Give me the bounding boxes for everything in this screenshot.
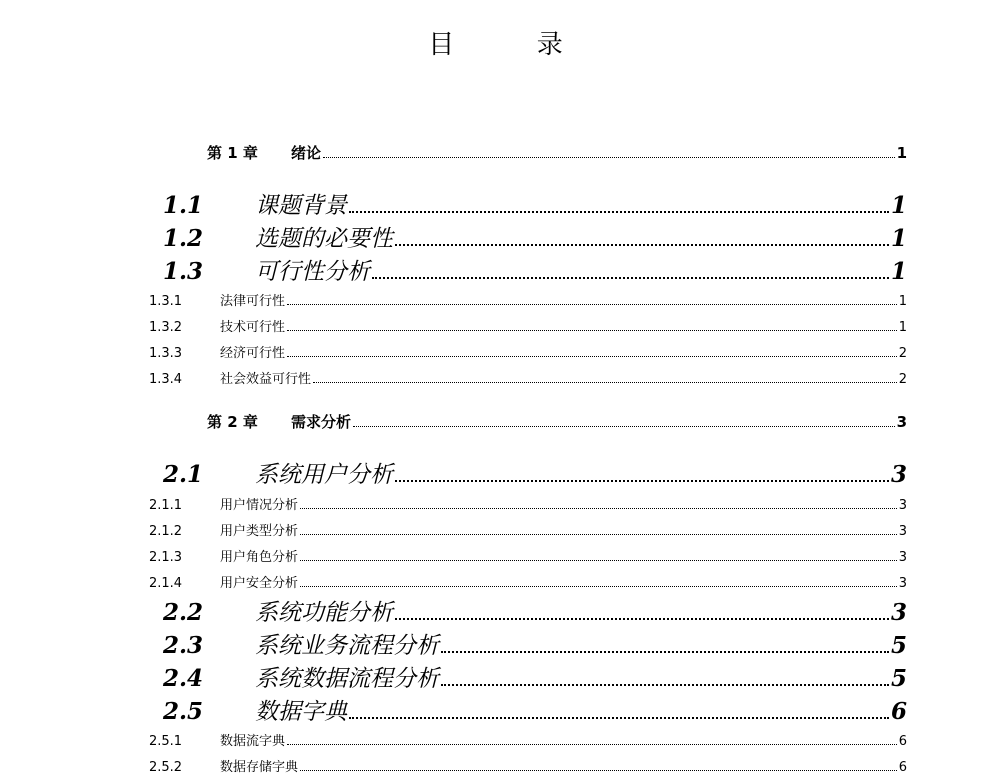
toc-entry-number: 2.1.2 <box>149 524 183 539</box>
toc-entry-page: 6 <box>898 760 907 775</box>
dot-leader <box>395 244 889 246</box>
toc-entry-sub-2-1-4[interactable] <box>149 572 907 591</box>
toc-entry-number: 2.1.3 <box>149 550 183 565</box>
dot-leader <box>300 560 897 561</box>
toc-entry-sub-2-1-3[interactable] <box>149 546 907 565</box>
toc-entry-number: 1.3 <box>163 258 204 285</box>
toc-entry-number: 2.1 <box>163 461 204 488</box>
dot-leader <box>323 157 895 158</box>
toc-entry-section-2-5[interactable] <box>163 693 907 726</box>
toc-entry-number: 2.3 <box>163 632 204 659</box>
toc-entry-page: 5 <box>890 632 907 659</box>
toc-entry-number: 2.1.1 <box>149 498 183 513</box>
dot-leader <box>287 356 897 357</box>
toc-entry-title: 需求分析 <box>291 413 352 431</box>
toc-title-right: 录 <box>536 30 565 60</box>
toc-entry-page: 2 <box>898 372 907 387</box>
toc-entry-number: 1.3.3 <box>149 346 183 361</box>
toc-entry-sub-1-3-4[interactable] <box>149 368 907 387</box>
toc-entry-number: 1.3.2 <box>149 320 183 335</box>
toc-entry-page: 3 <box>896 413 907 431</box>
toc-entry-page: 3 <box>890 599 907 626</box>
toc-entry-number: 1.1 <box>163 192 204 219</box>
dot-leader <box>395 618 889 620</box>
toc-entry-title: 技术可行性 <box>220 320 286 335</box>
toc-entry-section-2-3[interactable] <box>163 627 907 660</box>
toc-entry-title: 社会效益可行性 <box>220 372 312 387</box>
toc-entry-section-1-2[interactable] <box>163 220 907 253</box>
toc-entry-sub-2-1-1[interactable] <box>149 494 907 513</box>
toc-entry-sub-2-5-1[interactable] <box>149 730 907 749</box>
toc-entry-page: 1 <box>898 320 907 335</box>
dot-leader <box>300 508 897 509</box>
dot-leader <box>441 684 889 686</box>
toc-entry-number: 2.5.1 <box>149 734 183 749</box>
toc-entry-number: 2.1.4 <box>149 576 183 591</box>
dot-leader <box>287 330 897 331</box>
toc-entry-section-2-1[interactable] <box>163 456 907 489</box>
toc-entry-title: 用户类型分析 <box>220 524 299 539</box>
toc-entry-title: 用户角色分析 <box>220 550 299 565</box>
toc-entry-title: 数据流字典 <box>220 734 286 749</box>
toc-entry-sub-1-3-3[interactable] <box>149 342 907 361</box>
toc-entry-title: 数据存储字典 <box>220 760 299 775</box>
dot-leader <box>287 744 897 745</box>
toc-entry-section-2-4[interactable] <box>163 660 907 693</box>
toc-entry-number: 第 1 章 <box>207 144 258 162</box>
toc-entry-title: 系统业务流程分析 <box>255 633 439 659</box>
dot-leader <box>372 277 889 279</box>
toc-entry-title: 课题背景 <box>255 193 347 219</box>
toc-entry-page: 1 <box>890 258 907 285</box>
toc-entry-section-2-2[interactable] <box>163 594 907 627</box>
toc-entry-page: 3 <box>898 576 907 591</box>
toc-entry-title: 可行性分析 <box>255 259 370 285</box>
toc-entry-title: 经济可行性 <box>220 346 286 361</box>
dot-leader <box>300 534 897 535</box>
toc-entry-number: 2.5.2 <box>149 760 183 775</box>
toc-entry-number: 2.5 <box>163 698 204 725</box>
toc-entry-sub-2-5-2[interactable] <box>149 756 907 775</box>
dot-leader <box>300 586 897 587</box>
toc-entry-title: 用户情况分析 <box>220 498 299 513</box>
toc-entry-title: 系统数据流程分析 <box>255 666 439 692</box>
toc-entry-title: 法律可行性 <box>220 294 286 309</box>
dot-leader <box>353 426 895 427</box>
toc-entry-number: 1.3.1 <box>149 294 183 309</box>
toc-entry-title: 系统用户分析 <box>255 462 393 488</box>
toc-entry-page: 1 <box>890 225 907 252</box>
dot-leader <box>395 480 889 482</box>
toc-entry-page: 3 <box>898 550 907 565</box>
dot-leader <box>441 651 889 653</box>
toc-entry-chapter-1[interactable] <box>207 142 907 163</box>
toc-entry-title: 选题的必要性 <box>255 226 393 252</box>
toc-entry-sub-2-1-2[interactable] <box>149 520 907 539</box>
toc-entry-title: 系统功能分析 <box>255 600 393 626</box>
toc-entry-sub-1-3-1[interactable] <box>149 290 907 309</box>
toc-title-left: 目 <box>428 30 457 60</box>
toc-entry-section-1-3[interactable] <box>163 253 907 286</box>
dot-leader <box>313 382 897 383</box>
dot-leader <box>300 770 897 771</box>
toc-entry-page: 6 <box>890 698 907 725</box>
toc-entry-title: 用户安全分析 <box>220 576 299 591</box>
toc-entry-page: 1 <box>890 192 907 219</box>
toc-title <box>0 24 993 61</box>
toc-entry-number: 第 2 章 <box>207 413 258 431</box>
toc-entry-section-1-1[interactable] <box>163 187 907 220</box>
toc-entry-page: 2 <box>898 346 907 361</box>
dot-leader <box>287 304 897 305</box>
toc-entry-page: 1 <box>898 294 907 309</box>
toc-entry-page: 3 <box>898 524 907 539</box>
toc-entry-sub-1-3-2[interactable] <box>149 316 907 335</box>
toc-entry-page: 1 <box>896 144 907 162</box>
dot-leader <box>349 211 889 213</box>
toc-entry-number: 2.4 <box>163 665 204 692</box>
toc-entry-title: 绪论 <box>291 144 322 162</box>
dot-leader <box>349 717 889 719</box>
toc-entry-page: 6 <box>898 734 907 749</box>
toc-entry-page: 3 <box>898 498 907 513</box>
toc-entry-chapter-2[interactable] <box>207 411 907 432</box>
toc-entry-title: 数据字典 <box>255 699 347 725</box>
toc-entry-page: 5 <box>890 665 907 692</box>
toc-entry-number: 1.3.4 <box>149 372 183 387</box>
toc-entry-number: 2.2 <box>163 599 204 626</box>
toc-entry-page: 3 <box>890 461 907 488</box>
toc-entry-number: 1.2 <box>163 225 204 252</box>
